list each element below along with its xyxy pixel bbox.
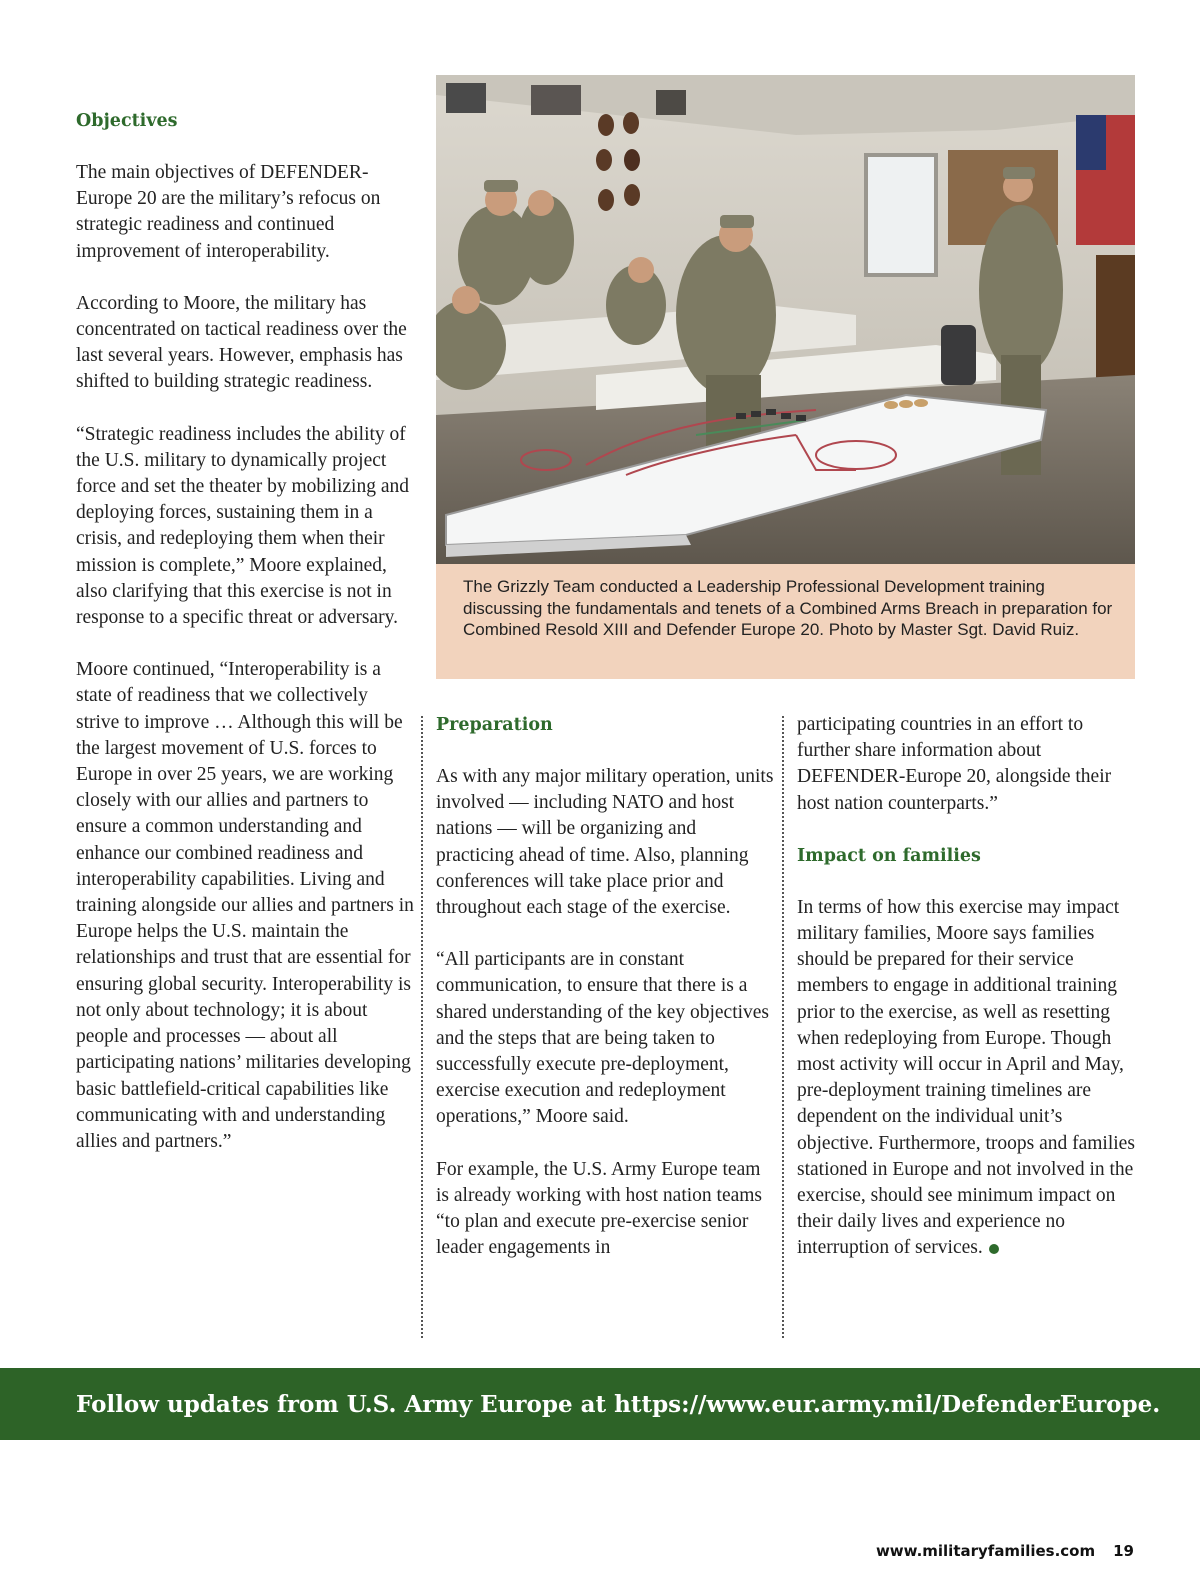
follow-updates-banner: [0, 1368, 1200, 1440]
paragraph: participating countries in an effort to further share information about DEFENDER-Europe 20, alongside their host nation counterparts.”: [797, 714, 1112, 814]
section-heading-preparation: Preparation: [436, 715, 553, 735]
paragraph: The main objectives of DEFENDER-Europe 20 are the military’s refocus on strategic readiness and continued improvement of interoperability.: [76, 162, 381, 262]
footer-website: www.militaryfamilies.com: [875, 1542, 1096, 1560]
banner-text: Follow updates from U.S. Army Europe at https://www.eur.army.mil/DefenderEurope.: [76, 1390, 1161, 1418]
article-column-1: [76, 108, 416, 1181]
page-footer: [876, 1542, 1134, 1560]
paragraph: “Strategic readiness includes the ability of the U.S. military to dynamically project force and set the theater by mobilizing and deploying forces, sustaining them in a crisis, and redeploying them when their mission is complete,” Moore explained, also clarifying that this exercise is not in response to a specific threat or adversary.: [76, 423, 410, 629]
training-room-photo-illustration: [436, 75, 1135, 564]
paragraph: As with any major military operation, units involved — including NATO and host nations — will be organizing and practicing ahead of time. Also, planning conferences will take place prior and throughout each stage of the exercise.: [436, 766, 774, 919]
column-divider: [421, 716, 423, 1338]
section-heading-impact-on-families: Impact on families: [797, 845, 981, 866]
paragraph: [797, 895, 1137, 1262]
section-heading-objectives: Objectives: [76, 111, 178, 131]
photo-caption: The Grizzly Team conducted a Leadership Professional Development training discussing the fundamentals and tenets of a Combined Arms Breach in preparation for Combined Resold XIII and Defender Europe 20. Photo by Master Sgt. David Ruiz.: [436, 564, 1135, 679]
page-number: 19: [1113, 1542, 1134, 1560]
paragraph: Moore continued, “Interoperability is a state of readiness that we collectively strive to improve … Although this will be the largest movement of U.S. forces to Europe in over 25 years, we are working closely with our allies and partners to ensure a common understanding and enhance our combined readiness and interoperability capabilities. Living and training alongside our allies and partners in Europe helps the U.S. maintain the relationships and trust that are essential for ensuring global security. Interoperability is not only about technology; it is about people and processes — about all participating nations’ militaries developing basic battlefield-critical capabilities like communicating with and understanding allies and partners.”: [76, 659, 414, 1152]
paragraph-text: In terms of how this exercise may impact military families, Moore says families should be prepared for their service members to engage in additional training prior to the exercise, as well as resetting when redeploying from Europe. Though most activity will occur in April and May, pre-deployment training timelines are dependent on the individual unit’s objective. Furthermore, troops and families stationed in Europe and not involved in the exercise, should see minimum impact on their daily lives and experience no interruption of services.: [797, 896, 1135, 1259]
paragraph: According to Moore, the military has concentrated on tactical readiness over the last several years. However, emphasis has shifted to building strategic readiness.: [76, 292, 407, 393]
paragraph: “All participants are in constant communication, to ensure that there is a shared understanding of the key objectives and the steps that are being taken to successfully execute pre-deployment, exercise execution and redeployment operations,” Moore said.: [436, 949, 770, 1128]
paragraph: For example, the U.S. Army Europe team is already working with host nation teams “to plan and execute pre-exercise senior leader engagements in: [436, 1158, 763, 1259]
article-column-3: [797, 712, 1137, 1288]
article-photo: [436, 75, 1135, 564]
end-of-article-bullet-icon: [989, 1244, 999, 1254]
article-column-2: [436, 712, 776, 1287]
column-divider: [782, 716, 784, 1338]
